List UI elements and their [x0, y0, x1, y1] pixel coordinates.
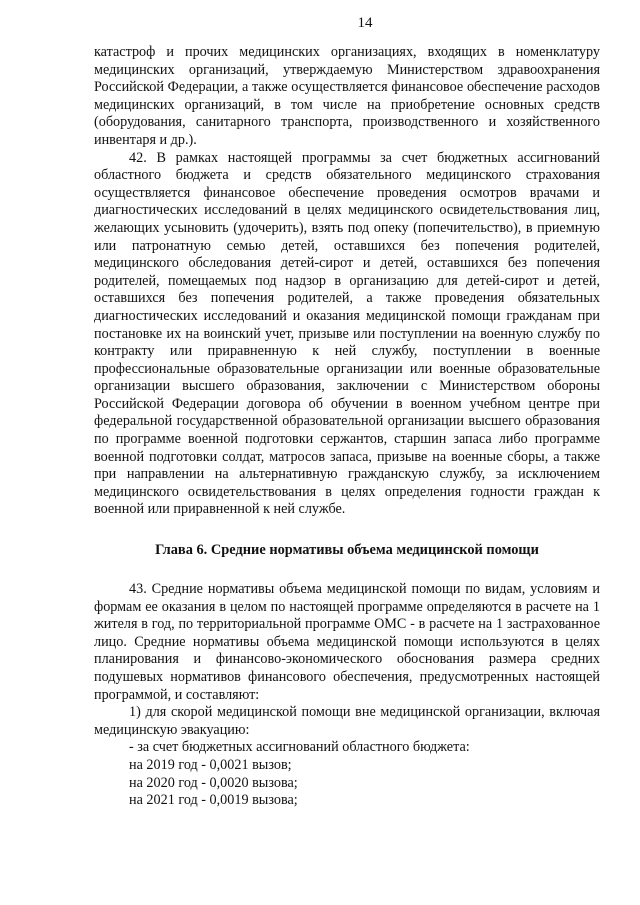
- list-line-2019: на 2019 год - 0,0021 вызов;: [129, 756, 292, 773]
- paragraph-42: 42. В рамках настоящей программы за счет бюджетных ассигнований областного бюджета и средств обязательного медицинского страхования осуществляется финансовое обеспечение проведения осмотров врачами и диагностических исследований в целях медицинского освидетельствования лиц, желающих усыновить (удочерить), взять под опеку (попечительство), в приемную или патронатную семью детей, оставшихся без попечения родителей, медицинского обследования детей-сирот и детей, оставшихся без попечения родителей, помещаемых под надзор в организацию для детей-сирот и детей, оставшихся без попечения родителей, а также проведения обязательных диагностических исследований и оказания медицинской помощи гражданам при постановке их на воинский учет, призыве или поступлении на военную службу по контракту или приравненную к ней службу, поступлении в военные профессиональные образовательные организации или военные образовательные организации высшего образования, заключении с Министерством обороны Российской Федерации договора об обучении в военном учебном центре при федеральной государственной образовательной организации высшего образования по программе военной подготовки сержантов, старшин запаса либо программе военной подготовки солдат, матросов запаса, призыве на военные сборы, а также при направлении на альтернативную гражданскую службу, за исключением медицинского освидетельствования в целях определения годности граждан к военной или приравненной к ней службе.: [94, 149, 600, 518]
- list-line-2020: на 2020 год - 0,0020 вызова;: [129, 774, 298, 791]
- list-line-2021: на 2021 год - 0,0019 вызова;: [129, 792, 298, 809]
- list-line-budget: - за счет бюджетных ассигнований областного бюджета:: [129, 739, 470, 756]
- page-number: 14: [357, 15, 373, 31]
- norms-list: [94, 739, 600, 809]
- paragraph-43-item-1: 1) для скорой медицинской помощи вне медицинской организации, включая медицинскую эвакуацию:: [94, 704, 600, 738]
- paragraph-continuation: катастроф и прочих медицинских организациях, входящих в номенклатуру медицинских организаций, утверждаемую Министерством здравоохранения Российской Федерации, а также осуществляется финансовое обеспечение расходов медицинских организаций, в том числе на приобретение основных средств (оборудования, санитарного транспорта, производственного и хозяйственного инвентаря и др.).: [94, 44, 600, 148]
- paragraph-43: 43. Средние нормативы объема медицинской помощи по видам, условиям и формам ее оказания в целом по настоящей программе определяются в расчете на 1 жителя в год, по территориальной программе ОМС - в расчете на 1 застрахованное лицо. Средние нормативы объема медицинской помощи используются в целях планирования и финансово-экономического обоснования размера средних подушевых нормативов финансового обеспечения, предусмотренных настоящей программой, и составляют:: [94, 581, 600, 703]
- chapter-heading: Глава 6. Средние нормативы объема медицинской помощи: [155, 542, 539, 559]
